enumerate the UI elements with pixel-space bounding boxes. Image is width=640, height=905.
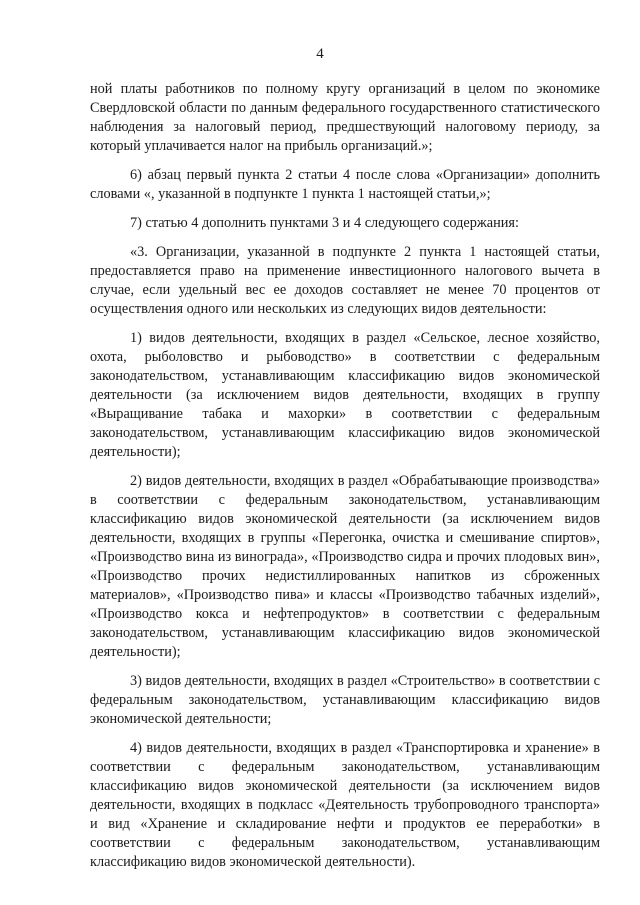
list-item-1: 1) видов деятельности, входящих в раздел «Сельское, лесное хозяйство, охота, рыболовство и рыбоводство» в соответствии с федеральным законодательством, устанавливающим классификацию видов экономической деятельности (за исключением видов деятельности, входящих в группу «Выращивание табака и махорки» в соответствии с федеральным законодательством, устанавливающим классификацию видов экономической деятельности);	[90, 330, 600, 460]
paragraph-clause-3: «3. Организации, указанной в подпункте 2 пункта 1 настоящей статьи, предоставляется право на применение инвестиционного налогового вычета в случае, если удельный вес ее доходов составляет не менее 70 процентов от осуществления одного или нескольких из следующих видов деятельности:	[90, 244, 600, 317]
list-item-3: 3) видов деятельности, входящих в раздел «Строительство» в соответствии с федеральным законодательством, устанавливающим классификацию видов экономической деятельности;	[90, 673, 600, 727]
paragraph-item-6: 6) абзац первый пункта 2 статьи 4 после слова «Организации» дополнить словами «, указанной в подпункте 1 пункта 1 настоящей статьи,»;	[90, 167, 600, 202]
list-item-4: 4) видов деятельности, входящих в раздел «Транспортировка и хранение» в соответствии с федеральным законодательством, устанавливающим классификацию видов экономической деятельности (за исключением видов деятельности, входящих в подкласс «Деятельность трубопроводного транспорта» и вид «Хранение и складирование нефти и продуктов ее переработки» в соответствии с федеральным законодательством, устанавливающим классификацию видов экономической деятельности).	[90, 740, 600, 870]
paragraph-continuation: ной платы работников по полному кругу организаций в целом по экономике Свердловской области по данным федерального государственного статистического наблюдения за налоговый период, предшествующий налоговому периоду, за который уплачивается налог на прибыль организаций.»;	[90, 81, 600, 154]
document-body	[90, 80, 600, 882]
paragraph-item-7: 7) статью 4 дополнить пунктами 3 и 4 следующего содержания:	[130, 215, 519, 231]
page-number: 4	[316, 46, 324, 62]
list-item-2: 2) видов деятельности, входящих в раздел «Обрабатывающие производства» в соответствии с федеральным законодательством, устанавливающим классификацию видов экономической деятельности (за исключением видов деятельности, входящих в группы «Перегонка, очистка и смешивание спиртов», «Производство вина из винограда», «Производство сидра и прочих плодовых вин», «Производство прочих недистиллированных напитков из сброженных материалов», «Производство пива» и классы «Производство табачных изделий», «Производство кокса и нефтепродуктов» в соответствии с федеральным законодательством, устанавливающим классификацию видов экономической деятельности);	[90, 473, 600, 660]
